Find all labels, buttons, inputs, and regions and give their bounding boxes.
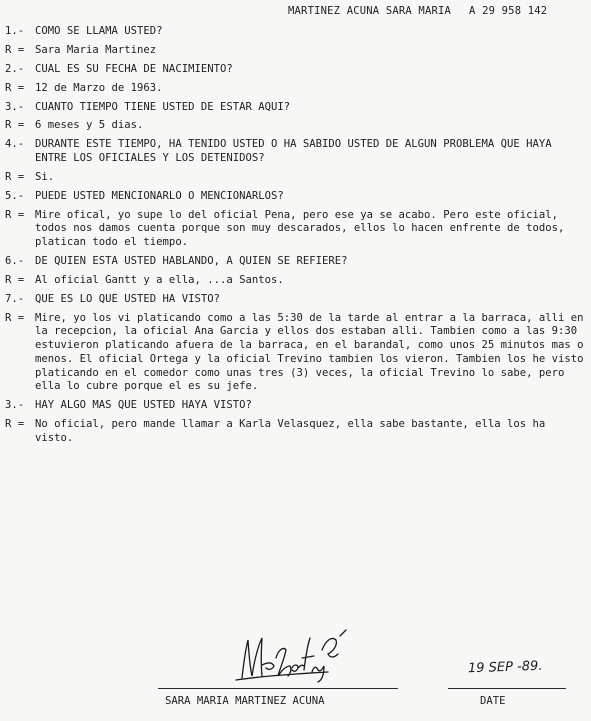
document-header bbox=[288, 5, 547, 17]
question-block bbox=[5, 255, 587, 269]
question-block bbox=[5, 63, 587, 77]
answer-block bbox=[5, 44, 587, 58]
question-answer-list bbox=[5, 25, 590, 451]
answer-text: Mire ofical, yo supe lo del oficial Pena, pero ese ya se acabo. Pero este oficial, todos nos damos cuenta porque son muy descarados, ellos lo hacen enfrente de todos, platican todo el tiempo. bbox=[35, 208, 571, 249]
signature-area bbox=[0, 610, 591, 721]
answer-block bbox=[5, 82, 587, 96]
question-number: 5.- bbox=[5, 189, 25, 202]
answer-block bbox=[5, 418, 587, 445]
answer-marker: R = bbox=[5, 170, 25, 183]
answer-marker: R = bbox=[5, 311, 25, 324]
answer-marker: R = bbox=[5, 43, 25, 56]
answer-text: Mire, yo los vi platicando como a las 5:30 de la tarde al entrar a la barraca, alli en la recepcion, la oficial Ana Garcia y ellos dos estaban alli. Tambien como a las 9:30 estuvieron platicando afuera de la barraca, en el barandal, como unos 25 minutos mas o menos. El oficial Ortega y la oficial Trevino tambien los vieron. Tambien los he visto platicando en el comedor como unas tres (3) veces, la oficial Trevino lo sabe, pero ella lo cubre porque el es su jefe. bbox=[35, 311, 590, 393]
answer-text: 12 de Marzo de 1963. bbox=[35, 81, 163, 94]
answer-text: Al oficial Gantt y a ella, ...a Santos. bbox=[35, 273, 284, 286]
question-text: QUE ES LO QUE USTED HA VISTO? bbox=[35, 292, 220, 305]
question-number: 6.- bbox=[5, 255, 25, 268]
answer-marker: R = bbox=[5, 208, 25, 221]
question-number: 3.- bbox=[5, 399, 25, 412]
date-label: DATE bbox=[480, 695, 506, 707]
question-number: 4.- bbox=[5, 138, 25, 151]
question-text: DURANTE ESTE TIEMPO, HA TENIDO USTED O HA SABIDO USTED DE ALGUN PROBLEMA QUE HAYA ENTRE LOS OFICIALES Y LOS DETENIDOS? bbox=[35, 138, 559, 165]
question-text: CUAL ES SU FECHA DE NACIMIENTO? bbox=[35, 62, 233, 75]
question-number: 7.- bbox=[5, 292, 25, 305]
answer-text: Si. bbox=[35, 170, 55, 183]
question-text: COMO SE LLAMA USTED? bbox=[35, 25, 163, 37]
answer-block bbox=[5, 209, 587, 250]
question-block bbox=[5, 399, 587, 413]
answer-block bbox=[5, 171, 587, 185]
handwritten-signature bbox=[232, 610, 352, 690]
header-id-number: A 29 958 142 bbox=[469, 5, 548, 17]
date-line bbox=[448, 688, 566, 689]
answer-marker: R = bbox=[5, 81, 25, 94]
answer-text: No oficial, pero mande llamar a Karla Velasquez, ella sabe bastante, ella los ha visto. bbox=[35, 417, 552, 444]
answer-block bbox=[5, 274, 587, 288]
question-text: DE QUIEN ESTA USTED HABLANDO, A QUIEN SE REFIERE? bbox=[35, 255, 348, 268]
question-block bbox=[5, 101, 587, 115]
answer-block bbox=[5, 119, 587, 133]
header-name: MARTINEZ ACUNA SARA MARIA bbox=[288, 5, 452, 17]
question-text: HAY ALGO MAS QUE USTED HAYA VISTO? bbox=[35, 399, 252, 412]
question-number: 3.- bbox=[5, 100, 25, 113]
answer-marker: R = bbox=[5, 119, 25, 132]
question-block bbox=[5, 138, 587, 165]
answer-marker: R = bbox=[5, 273, 25, 286]
question-block bbox=[5, 25, 587, 39]
question-number: 1.- bbox=[5, 25, 25, 37]
question-block bbox=[5, 190, 587, 204]
signer-name: SARA MARIA MARTINEZ ACUNA bbox=[165, 695, 325, 707]
question-text: PUEDE USTED MENCIONARLO O MENCIONARLOS? bbox=[35, 189, 284, 202]
question-number: 2.- bbox=[5, 62, 25, 75]
answer-text: Sara Maria Martinez bbox=[35, 43, 157, 56]
answer-block bbox=[5, 311, 590, 394]
answer-text: 6 meses y 5 dias. bbox=[35, 119, 144, 132]
handwritten-date: 19 SEP -89. bbox=[467, 658, 543, 677]
question-text: CUANTO TIEMPO TIENE USTED DE ESTAR AQUI? bbox=[35, 100, 291, 113]
answer-marker: R = bbox=[5, 417, 25, 430]
question-block bbox=[5, 293, 587, 307]
signature-line bbox=[158, 688, 398, 689]
